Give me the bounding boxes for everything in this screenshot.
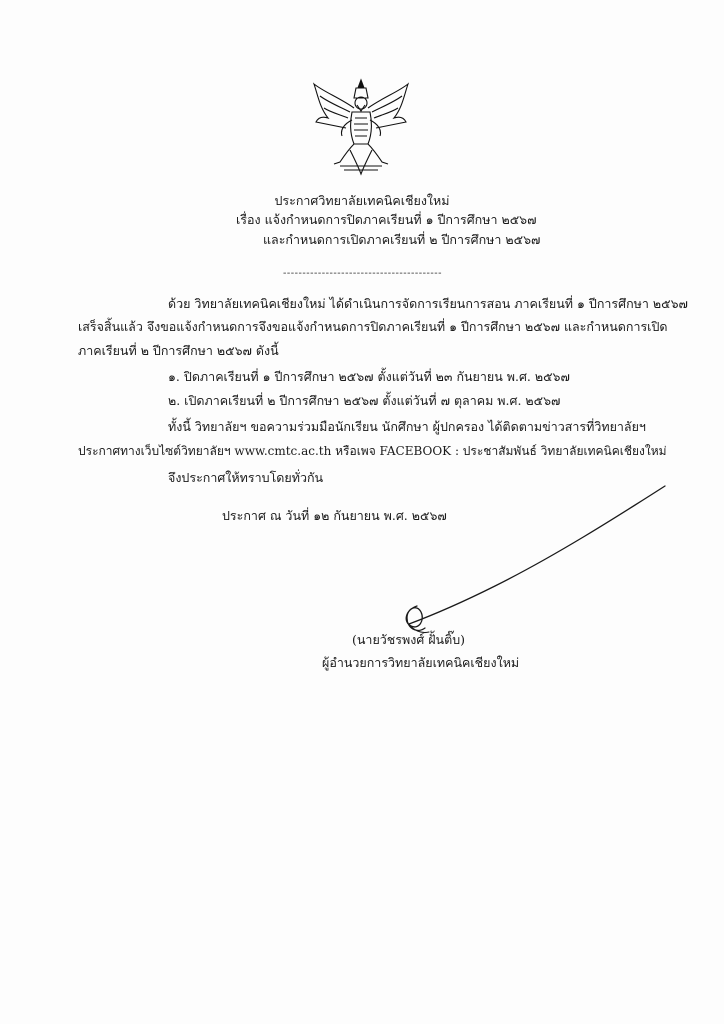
paragraph-1-line-3: ภาคเรียนที่ ๒ ปีการศึกษา ๒๕๖๗ ดังนี้ xyxy=(78,343,279,358)
divider-line: ----------------------------------------- xyxy=(283,268,443,279)
paragraph-2-line-1: ทั้งนี้ วิทยาลัยฯ ขอความร่วมมือนักเรียน นักศึกษา ผู้ปกครอง ได้ติดตามข่าวสารที่วิทยาลัยฯ xyxy=(168,419,646,434)
announcement-title: ประกาศวิทยาลัยเทคนิคเชียงใหม่ xyxy=(274,193,450,208)
announcement-statement: จึงประกาศให้ทราบโดยทั่วกัน xyxy=(168,470,324,485)
paragraph-1-line-1: ด้วย วิทยาลัยเทคนิคเชียงใหม่ ได้ดำเนินการจัดการเรียนการสอน ภาคเรียนที่ ๑ ปีการศึกษา ๒๕๖๗ xyxy=(168,296,688,311)
garuda-emblem-icon xyxy=(310,78,412,178)
subject-line-1: เรื่อง แจ้งกำหนดการปิดภาคเรียนที่ ๑ ปีการศึกษา ๒๕๖๗ xyxy=(236,212,537,227)
list-item-1: ๑. ปิดภาคเรียนที่ ๑ ปีการศึกษา ๒๕๖๗ ตั้งแต่วันที่ ๒๓ กันยายน พ.ศ. ๒๕๖๗ xyxy=(168,369,570,384)
signature-icon xyxy=(395,478,675,648)
signatory-name: (นายวัชรพงศ์ ฝั้นติ๊บ) xyxy=(352,632,466,647)
list-item-2: ๒. เปิดภาคเรียนที่ ๒ ปีการศึกษา ๒๕๖๗ ตั้งแต่วันที่ ๗ ตุลาคม พ.ศ. ๒๕๖๗ xyxy=(168,393,561,408)
paragraph-1-line-2: เสร็จสิ้นแล้ว จึงขอแจ้งกำหนดการจึงขอแจ้งกำหนดการปิดภาคเรียนที่ ๑ ปีการศึกษา ๒๕๖๗ และกำหนดการเปิด xyxy=(78,319,668,334)
subject-line-2: และกำหนดการเปิดภาคเรียนที่ ๒ ปีการศึกษา ๒๕๖๗ xyxy=(263,232,541,247)
signatory-position: ผู้อำนวยการวิทยาลัยเทคนิคเชียงใหม่ xyxy=(322,655,520,670)
announcement-date: ประกาศ ณ วันที่ ๑๒ กันยายน พ.ศ. ๒๕๖๗ xyxy=(222,508,447,523)
paragraph-2-line-2: ประกาศทางเว็บไซต์วิทยาลัยฯ www.cmtc.ac.th หรือเพจ FACEBOOK : ประชาสัมพันธ์ วิทยาลัยเทคนิคเชียงใหม่ xyxy=(78,444,667,458)
